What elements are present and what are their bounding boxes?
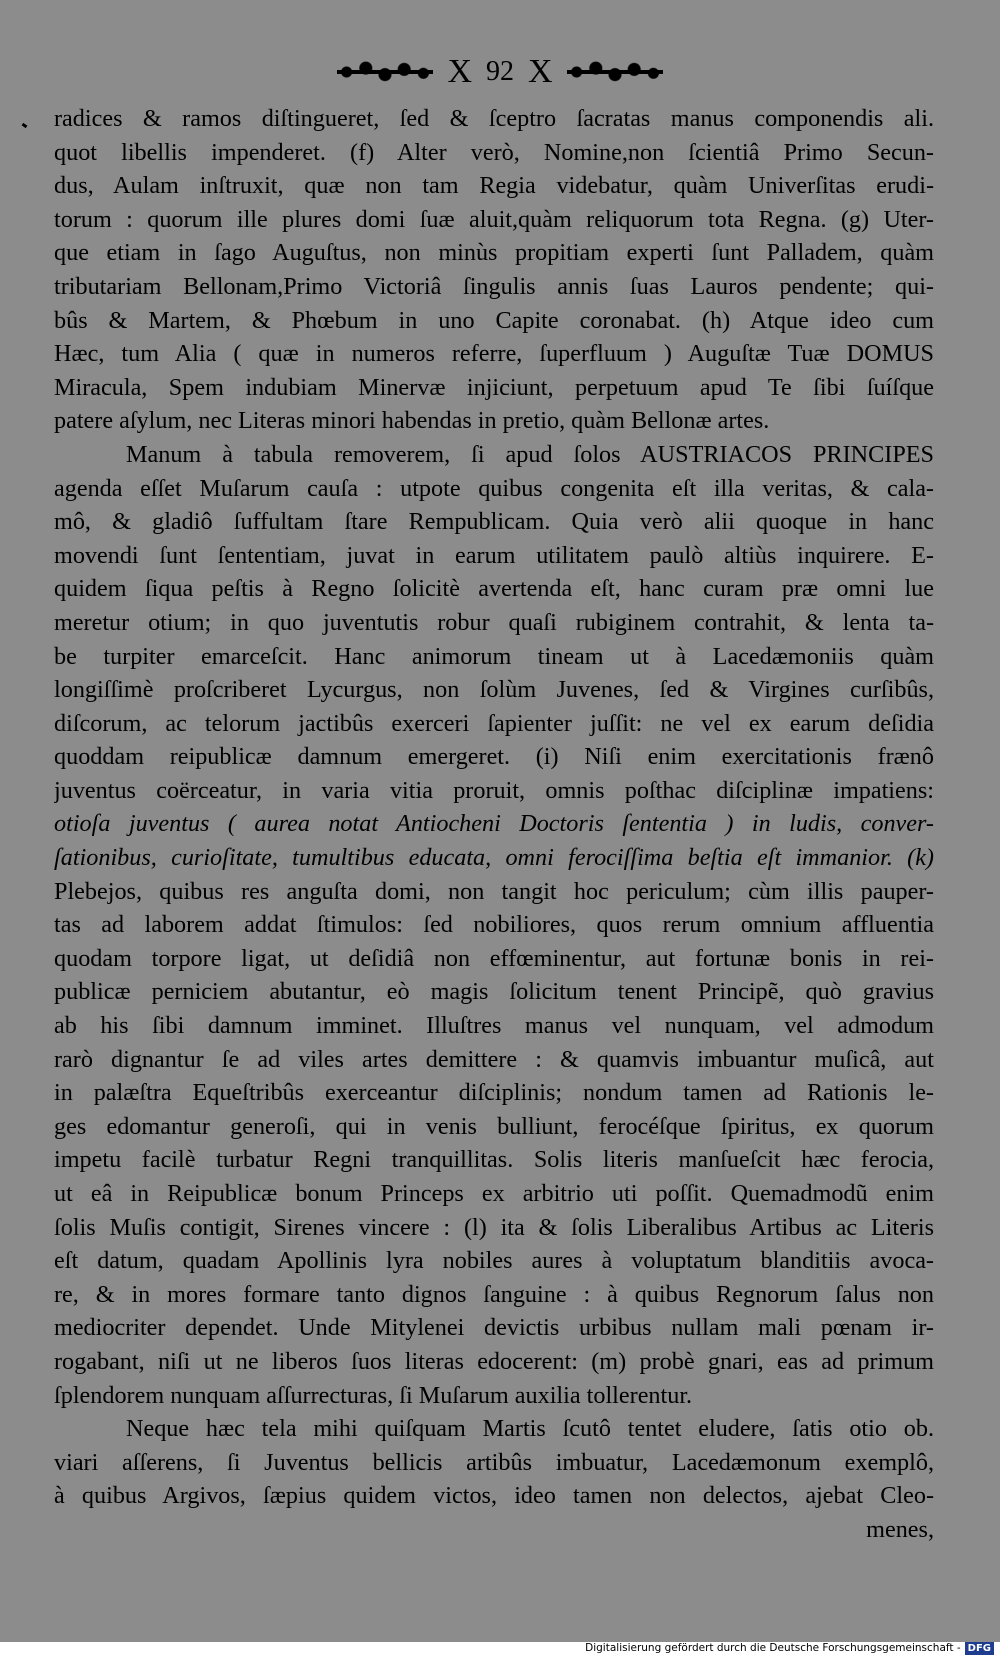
text-line: quidem ſiqua peſtis à Regno ſolicitè avertenda eſt, hanc curam præ omni lue xyxy=(54,575,934,603)
text-line: quoddam reipublicæ damnum emergeret. (i) Niſi enim exercitationis frænô xyxy=(54,743,934,771)
paragraph-start-line: Manum à tabula removerem, ſi apud ſolos AUSTRIACOS PRINCIPES xyxy=(126,440,934,468)
text-line: ab his ſibi damnum imminet. Illuſtres manus vel nunquam, vel admodum xyxy=(54,1012,934,1040)
floral-ornament-icon xyxy=(567,59,663,85)
text-line: ges edomantur generoſi, qui in venis bulliunt, ferocéſque ſpiritus, ex quorum xyxy=(54,1112,934,1140)
digitization-credit xyxy=(585,1641,994,1655)
text-line: movendi ſunt ſententiam, juvat in earum utilitatem paulò altiùs inquirere. E- xyxy=(54,541,934,569)
body-text xyxy=(54,102,934,1547)
text-line: radices & ramos diſtingueret, ſed & ſceptro ſacratas manus componendis ali. xyxy=(54,105,934,132)
text-line: patere aſylum, nec Literas minori habendas in pretio, quàm Bellonæ artes. xyxy=(54,407,770,435)
text-line: ſolis Muſis contigit, Sirenes vincere : (l) ita & ſolis Liberalibus Artibus ac Literis xyxy=(54,1213,934,1241)
text-line: rarò dignantur ſe ad viles artes demittere : & quamvis imbuantur muſicâ, aut xyxy=(54,1045,934,1073)
paragraph-start-line: Neque hæc tela mihi quiſquam Martis ſcutô tentet eludere, ſatis otio ob. xyxy=(126,1415,934,1443)
text-line: ſplendorem nunquam aſſurrecturas, ſi Muſarum auxilia tollerentur. xyxy=(54,1381,693,1409)
text-line: tributariam Bellonam,Primo Victoriâ ſingulis annis ſuas Lauros pendente; qui- xyxy=(54,272,934,300)
floral-ornament-icon xyxy=(337,59,433,85)
text-line: mediocriter dependet. Unde Mitylenei devictis urbibus nullam mali pœnam ir- xyxy=(54,1314,934,1342)
text-line: meretur otium; in quo juventutis robur quaſi rubiginem contrahit, & lenta ta- xyxy=(54,608,934,636)
text-line: quodam torpore ligat, ut deſidiâ non effœminentur, aut fortunæ bonis in rei- xyxy=(54,944,934,972)
text-line: otioſa juventus ( aurea notat Antiocheni Doctoris ſententia ) in ludis, conver- xyxy=(54,810,934,838)
dfg-logo-icon: DFG xyxy=(965,1642,994,1655)
text-line: in palæſtra Equeſtribûs exerceantur diſciplinis; nondum tamen ad Rationis le- xyxy=(54,1079,934,1107)
text-line: longiſſimè proſcriberet Lycurgus, non ſolùm Juvenes, ſed & Virgines curſibûs, xyxy=(54,676,934,704)
header-separator-left: X xyxy=(447,53,472,90)
credit-text: Digitalisierung gefördert durch die Deutsche Forschungsgemeinschaft - xyxy=(585,1642,961,1654)
text-line: mô, & gladiô ſuffultam ſtare Rempublicam. Quia verò alii quoque in hanc xyxy=(54,508,934,536)
text-line: à quibus Argivos, ſæpius quidem victos, ideo tamen non delectos, ajebat Cleo- xyxy=(54,1482,934,1510)
margin-mark xyxy=(22,123,28,128)
page-number: 92 xyxy=(486,56,514,87)
text-line: Hæc, tum Alia ( quæ in numeros referre, ſuperfluum ) Auguſtæ Tuæ DOMUS xyxy=(54,340,934,368)
header-separator-right: X xyxy=(528,53,553,90)
text-line: re, & in mores formare tanto dignos ſanguine : à quibus Regnorum ſalus non xyxy=(54,1280,934,1308)
text-line: que etiam in ſago Auguſtus, non minùs propitiam experti ſunt Palladem, quàm xyxy=(54,239,934,267)
text-line: tas ad laborem addat ſtimulos: ſed nobiliores, quos rerum omnium affluentia xyxy=(54,911,934,939)
text-line: ſationibus, curioſitate, tumultibus educata, omni ferociſſima beſtia eſt immanior. (k) xyxy=(54,844,934,872)
text-line: ut eâ in Reipublicæ bonum Princeps ex arbitrio uti poſſit. Quemadmodũ enim xyxy=(54,1180,934,1207)
text-line: impetu facilè turbatur Regni tranquillitas. Solis literis manſueſcit hæc ferocia, xyxy=(54,1146,934,1174)
text-line: diſcorum, ac telorum jactibûs exerceri ſapienter juſſit: ne vel ex earum deſidia xyxy=(54,709,934,737)
text-line: viari aſſerens, ſi Juventus bellicis artibûs imbuatur, Lacedæmonum exemplô, xyxy=(54,1448,934,1476)
text-line: quot libellis impenderet. (f) Alter verò, Nomine,non ſcientiâ Primo Secun- xyxy=(54,138,934,166)
text-line: Miracula, Spem indubiam Minervæ injiciunt, perpetuum apud Te ſibi ſuíſque xyxy=(54,373,934,401)
text-line: agenda eſſet Muſarum cauſa : utpote quibus congenita eſt illa veritas, & cala- xyxy=(54,474,934,502)
text-line: eſt datum, quadam Apollinis lyra nobiles aures à voluptatum blanditiis avoca- xyxy=(54,1247,934,1275)
catchword: menes, xyxy=(866,1515,934,1543)
text-line: publicæ perniciem abutantur, eò magis ſolicitum tenent Principẽ, quò gravius xyxy=(54,978,934,1006)
text-line: rogabant, niſi ut ne liberos ſuos literas edocerent: (m) probè gnari, eas ad primum xyxy=(54,1347,934,1375)
running-header xyxy=(0,52,1000,92)
text-line: juventus coërceatur, in varia vitia proruit, omnis poſthac diſciplinæ impatiens: xyxy=(54,776,934,804)
text-line: Plebejos, quibus res anguſta domi, non tangit hoc periculum; cùm illis pauper- xyxy=(54,877,934,905)
text-line: torum : quorum ille plures domi ſuæ aluit,quàm reliquorum tota Regna. (g) Uter- xyxy=(54,205,934,233)
text-line: dus, Aulam inſtruxit, quæ non tam Regia videbatur, quàm Univerſitas erudi- xyxy=(54,172,934,200)
text-line: be turpiter emarceſcit. Hanc animorum tineam ut à Lacedæmoniis quàm xyxy=(54,642,934,670)
text-line: bûs & Martem, & Phœbum in uno Capite coronabat. (h) Atque ideo cum xyxy=(54,306,934,334)
